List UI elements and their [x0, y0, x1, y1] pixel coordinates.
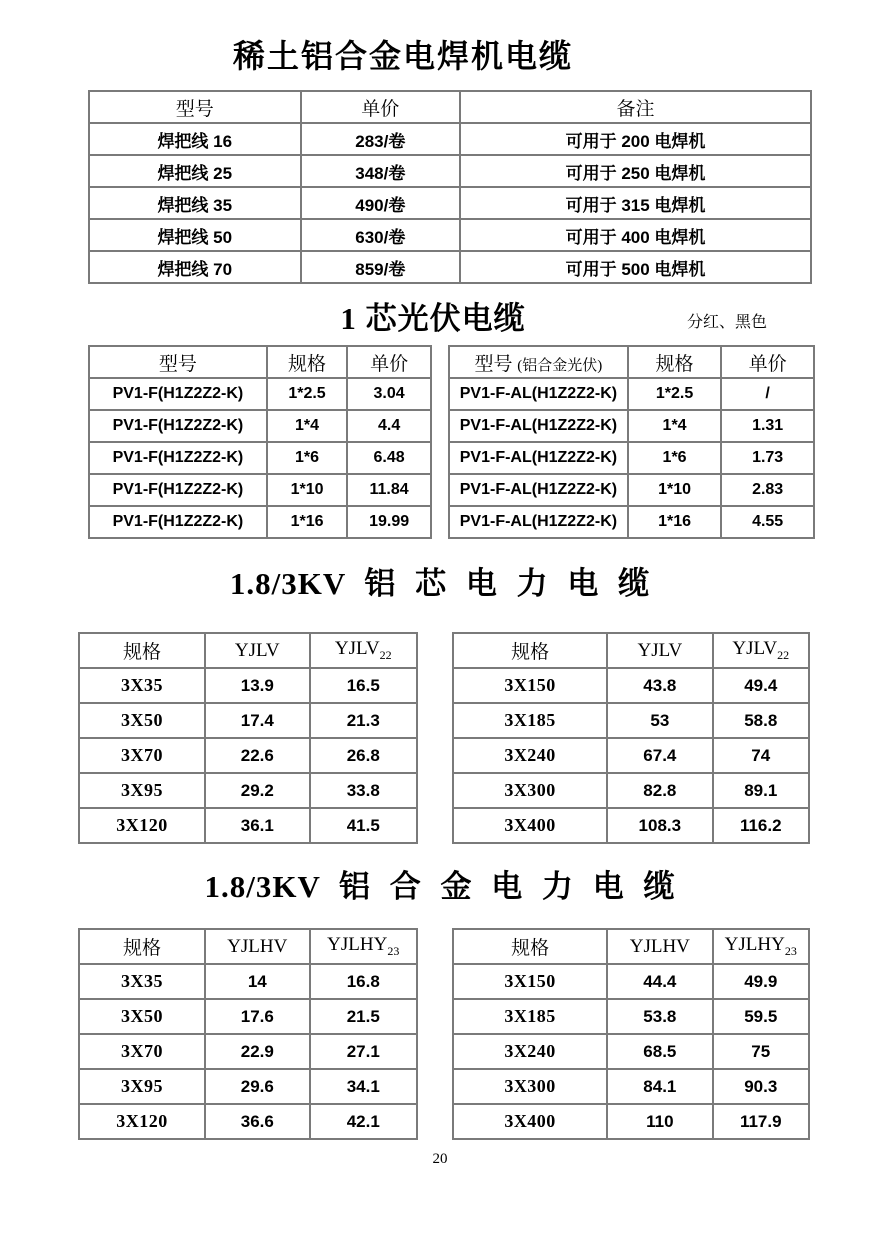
yjlv22-subscript: 22 [379, 647, 392, 662]
table-row [89, 378, 431, 410]
table-cell: 82.8 [607, 773, 712, 808]
table-row [79, 668, 417, 703]
table-cell: 348/卷 [301, 155, 461, 187]
table-cell: 焊把线 35 [89, 187, 301, 219]
table-cell: 36.1 [205, 808, 309, 843]
table-cell: 焊把线 16 [89, 123, 301, 155]
table-cell: 1*16 [628, 506, 721, 538]
al-alloy-right-table-body [453, 964, 809, 1139]
table-row [79, 1034, 417, 1069]
table-row [453, 738, 809, 773]
table-cell: 可用于 400 电焊机 [460, 219, 811, 251]
table-cell: 1*10 [267, 474, 347, 506]
al-core-right-col-header-yjlv22 [713, 633, 809, 668]
al-core-left-col-header-yjlv22 [310, 633, 418, 668]
pv-left-col-header-spec: 规格 [267, 346, 347, 378]
table-row [89, 442, 431, 474]
table-row [79, 1069, 417, 1104]
table-cell: 3.04 [347, 378, 431, 410]
pv-left-header-row [89, 346, 431, 378]
al-alloy-right-col-header-yjlhy23 [713, 929, 809, 964]
pv-right-col-header-spec: 规格 [628, 346, 721, 378]
table-cell: 3X240 [453, 738, 607, 773]
table-row [79, 703, 417, 738]
table-cell: 59.5 [713, 999, 809, 1034]
table-row [89, 506, 431, 538]
table-cell: 3X70 [79, 738, 205, 773]
table-cell: 2.83 [721, 474, 814, 506]
table-row [453, 703, 809, 738]
table-cell: 可用于 250 电焊机 [460, 155, 811, 187]
table-row [449, 506, 814, 538]
pv-right-header-model-label: 型号 [474, 353, 513, 375]
table-cell: 3X70 [79, 1034, 205, 1069]
pv-left-table-body [89, 378, 431, 538]
al-core-left-table-body [79, 668, 417, 843]
table-cell: 1*4 [267, 410, 347, 442]
table-cell: 17.6 [205, 999, 309, 1034]
table-cell: 1.31 [721, 410, 814, 442]
table-row [79, 808, 417, 843]
table-cell: 1*6 [628, 442, 721, 474]
al-alloy-table-right [452, 928, 810, 1140]
table-cell: 22.6 [205, 738, 309, 773]
welding-table-body [89, 123, 811, 283]
yjlhy23-base: YJLHY [327, 934, 388, 956]
table-row [449, 442, 814, 474]
table-cell: 36.6 [205, 1104, 309, 1139]
table-cell: 16.8 [310, 964, 418, 999]
table-cell: 1*2.5 [628, 378, 721, 410]
table-cell: 110 [607, 1104, 712, 1139]
al-core-section-title: 1.8/3KV 铝 芯 电 力 电 缆 [229, 566, 651, 601]
table-row [453, 1034, 809, 1069]
table-cell: PV1-F-AL(H1Z2Z2-K) [449, 506, 628, 538]
al-core-table-right [452, 632, 810, 844]
table-cell: 1*6 [267, 442, 347, 474]
table-row [453, 1104, 809, 1139]
table-cell: 108.3 [607, 808, 712, 843]
pv-color-note: 分红、黑色 [687, 314, 768, 331]
table-cell: 630/卷 [301, 219, 461, 251]
table-row [79, 738, 417, 773]
pv-right-header-row [449, 346, 814, 378]
table-row [89, 410, 431, 442]
al-core-table-left [78, 632, 418, 844]
table-row [449, 378, 814, 410]
table-cell: 13.9 [205, 668, 309, 703]
table-cell: / [721, 378, 814, 410]
table-cell: PV1-F-AL(H1Z2Z2-K) [449, 378, 628, 410]
table-cell: PV1-F(H1Z2Z2-K) [89, 442, 267, 474]
table-cell: 53.8 [607, 999, 712, 1034]
table-row [89, 155, 811, 187]
al-alloy-right-col-header-yjlhv: YJLHV [607, 929, 712, 964]
table-cell: 1.73 [721, 442, 814, 474]
table-cell: 4.55 [721, 506, 814, 538]
table-cell: 11.84 [347, 474, 431, 506]
page-number: 20 [432, 1151, 448, 1167]
table-cell: 49.9 [713, 964, 809, 999]
table-cell: 34.1 [310, 1069, 418, 1104]
table-cell: 1*4 [628, 410, 721, 442]
table-cell: 3X400 [453, 808, 607, 843]
al-core-tables-row [78, 632, 810, 844]
table-row [453, 999, 809, 1034]
welding-cable-table [88, 90, 812, 284]
table-row [449, 410, 814, 442]
table-row [453, 773, 809, 808]
yjlv22-base: YJLV [334, 638, 380, 660]
table-cell: 焊把线 25 [89, 155, 301, 187]
table-row [79, 999, 417, 1034]
pv-tables-row [88, 345, 815, 539]
table-cell: 90.3 [713, 1069, 809, 1104]
yjlv22-base: YJLV [732, 638, 778, 660]
table-cell: 焊把线 70 [89, 251, 301, 283]
table-cell: 43.8 [607, 668, 712, 703]
al-alloy-tables-row [78, 928, 810, 1140]
table-cell: 3X50 [79, 999, 205, 1034]
table-cell: 41.5 [310, 808, 418, 843]
table-cell: 3X185 [453, 999, 607, 1034]
welding-section-title: 稀土铝合金电焊机电缆 [232, 38, 573, 74]
table-cell: 3X400 [453, 1104, 607, 1139]
al-core-right-col-header-yjlv: YJLV [607, 633, 712, 668]
table-cell: 3X35 [79, 964, 205, 999]
al-alloy-left-col-header-yjlhv: YJLHV [205, 929, 309, 964]
table-cell: 67.4 [607, 738, 712, 773]
table-cell: 可用于 315 电焊机 [460, 187, 811, 219]
yjlhy23-subscript: 23 [387, 943, 400, 958]
table-cell: 29.2 [205, 773, 309, 808]
table-row [453, 1069, 809, 1104]
table-cell: 3X150 [453, 668, 607, 703]
table-cell: PV1-F(H1Z2Z2-K) [89, 378, 267, 410]
table-cell: 49.4 [713, 668, 809, 703]
al-core-right-table-body [453, 668, 809, 843]
table-cell: 68.5 [607, 1034, 712, 1069]
table-cell: 21.3 [310, 703, 418, 738]
table-cell: 26.8 [310, 738, 418, 773]
pv-right-col-header-model [449, 346, 628, 378]
table-cell: PV1-F-AL(H1Z2Z2-K) [449, 474, 628, 506]
al-alloy-left-col-header-yjlhy23 [310, 929, 418, 964]
table-cell: 21.5 [310, 999, 418, 1034]
table-row [453, 668, 809, 703]
al-alloy-left-col-header-spec: 规格 [79, 929, 205, 964]
table-row [449, 474, 814, 506]
welding-col-header-price: 单价 [301, 91, 461, 123]
pv-aluminum-table [448, 345, 815, 539]
table-cell: 58.8 [713, 703, 809, 738]
yjlhy23-subscript: 23 [784, 943, 797, 958]
al-alloy-right-col-header-spec: 规格 [453, 929, 607, 964]
pv-copper-table [88, 345, 432, 539]
al-alloy-table-left [78, 928, 418, 1140]
yjlhy23-base: YJLHY [724, 934, 785, 956]
table-row [79, 1104, 417, 1139]
pv-left-col-header-model: 型号 [89, 346, 267, 378]
table-cell: PV1-F-AL(H1Z2Z2-K) [449, 410, 628, 442]
table-cell: 焊把线 50 [89, 219, 301, 251]
table-cell: 89.1 [713, 773, 809, 808]
table-cell: 可用于 500 电焊机 [460, 251, 811, 283]
table-cell: PV1-F(H1Z2Z2-K) [89, 474, 267, 506]
yjlv22-subscript: 22 [777, 647, 790, 662]
welding-col-header-remark: 备注 [460, 91, 811, 123]
table-row [79, 964, 417, 999]
table-cell: 3X300 [453, 1069, 607, 1104]
pv-right-col-header-price: 单价 [721, 346, 814, 378]
table-cell: 3X95 [79, 1069, 205, 1104]
al-alloy-left-table-body [79, 964, 417, 1139]
pv-right-header-model-note: (铝合金光伏) [517, 357, 603, 374]
table-cell: 74 [713, 738, 809, 773]
table-cell: 283/卷 [301, 123, 461, 155]
table-cell: 27.1 [310, 1034, 418, 1069]
table-cell: 1*2.5 [267, 378, 347, 410]
table-row [89, 251, 811, 283]
al-core-left-header-row [79, 633, 417, 668]
table-cell: 3X300 [453, 773, 607, 808]
table-cell: 6.48 [347, 442, 431, 474]
table-cell: 3X50 [79, 703, 205, 738]
table-cell: PV1-F(H1Z2Z2-K) [89, 410, 267, 442]
table-cell: 3X35 [79, 668, 205, 703]
pv-right-table-body [449, 378, 814, 538]
pv-left-col-header-price: 单价 [347, 346, 431, 378]
table-row [89, 187, 811, 219]
table-cell: 42.1 [310, 1104, 418, 1139]
welding-col-header-model: 型号 [89, 91, 301, 123]
al-core-left-col-header-spec: 规格 [79, 633, 205, 668]
table-cell: 3X240 [453, 1034, 607, 1069]
pv-section-title: 1 芯光伏电缆 [340, 301, 526, 336]
table-cell: PV1-F(H1Z2Z2-K) [89, 506, 267, 538]
table-cell: 14 [205, 964, 309, 999]
table-cell: 33.8 [310, 773, 418, 808]
al-alloy-left-header-row [79, 929, 417, 964]
table-cell: 53 [607, 703, 712, 738]
table-cell: 1*16 [267, 506, 347, 538]
table-cell: 3X120 [79, 1104, 205, 1139]
table-cell: 16.5 [310, 668, 418, 703]
table-cell: 19.99 [347, 506, 431, 538]
table-cell: 22.9 [205, 1034, 309, 1069]
table-cell: 4.4 [347, 410, 431, 442]
al-core-right-header-row [453, 633, 809, 668]
table-cell: 116.2 [713, 808, 809, 843]
table-row [453, 808, 809, 843]
al-core-left-col-header-yjlv: YJLV [205, 633, 309, 668]
table-cell: 84.1 [607, 1069, 712, 1104]
table-cell: 490/卷 [301, 187, 461, 219]
table-cell: 1*10 [628, 474, 721, 506]
table-cell: 3X95 [79, 773, 205, 808]
table-cell: 3X185 [453, 703, 607, 738]
table-cell: 17.4 [205, 703, 309, 738]
table-row [89, 123, 811, 155]
table-row [89, 219, 811, 251]
al-alloy-right-header-row [453, 929, 809, 964]
table-row [79, 773, 417, 808]
table-row [453, 964, 809, 999]
table-cell: 44.4 [607, 964, 712, 999]
al-alloy-section-title: 1.8/3KV 铝 合 金 电 力 电 缆 [204, 869, 676, 904]
table-cell: 3X120 [79, 808, 205, 843]
table-cell: 117.9 [713, 1104, 809, 1139]
al-core-right-col-header-spec: 规格 [453, 633, 607, 668]
table-cell: PV1-F-AL(H1Z2Z2-K) [449, 442, 628, 474]
table-row [89, 474, 431, 506]
table-cell: 75 [713, 1034, 809, 1069]
table-cell: 29.6 [205, 1069, 309, 1104]
table-cell: 859/卷 [301, 251, 461, 283]
welding-header-row [89, 91, 811, 123]
table-cell: 3X150 [453, 964, 607, 999]
table-cell: 可用于 200 电焊机 [460, 123, 811, 155]
